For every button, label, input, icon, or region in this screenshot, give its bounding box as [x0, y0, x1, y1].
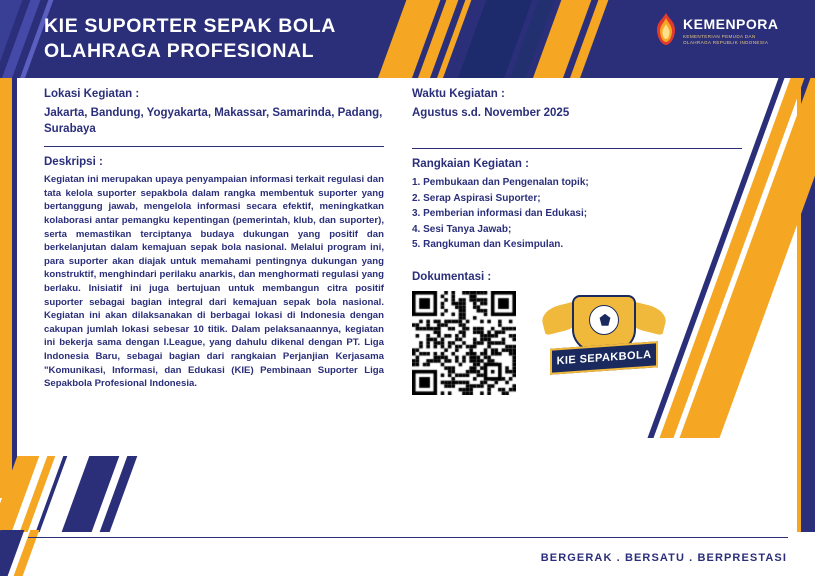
left-gold-bar [0, 78, 12, 498]
agenda-item: 5. Rangkuman dan Kesimpulan. [412, 239, 564, 251]
page-title-line1: KIE SUPORTER SEPAK BOLA [44, 15, 336, 37]
club-emblem [542, 291, 666, 387]
agenda-item: 4. Sesi Tanya Jawab; [412, 223, 512, 235]
logo-wordmark: KEMENPORA [683, 16, 779, 32]
agenda-list [412, 175, 742, 253]
time-value: Agustus s.d. November 2025 [412, 107, 570, 119]
description-body: Kegiatan ini merupakan upaya penyampaian informasi terkait regulasi dan tata kelola suporter sepakbola dalam rangka membentuk suporter yang bertanggung jawab, mengelola informasi secara efektif, meningkatkan kolaborasi antar pemangku kepentingan (pemerintah, klub, dan suporter), serta memastikan terciptanya budaya dukungan yang positif dan berkelanjutan dalam kemajuan sepak bola nasional. Melalui program ini, para suporter akan diajak untuk memahami pentingnya dukungan yang konstruktif, menghindari perilaku anarkis, dan menghormati regulasi yang berlaku. Inisiatif ini juga bertujuan untuk membangun citra positif suporter sebagai bagian integral dari kemajuan sepak bola nasional. Kegiatan ini akan dilaksanakan di berbagai lokasi di Indonesia dengan cakupan jumlah lokasi sebesar 10 titik. Dalam pelaksanaannya, kegiatan ini bekerja sama dengan I.League, yang dahulu dikenal dengan PT. Liga Indonesia Baru, sebagai bagian dari rangkaian Perjanjian Kerjasama "Komunikasi, Informasi, dan Edukasi (KIE) Pembinaan Suporter Liga Sepakbola Profesional Indonesia. [44, 174, 384, 390]
emblem-text: KIE SEPAKBOLA [556, 348, 652, 368]
divider-right-1 [412, 148, 742, 149]
flame-icon [653, 12, 679, 46]
agenda-item: 3. Pemberian informasi dan Edukasi; [412, 208, 588, 220]
left-column [44, 88, 384, 391]
footer-tagline: BERGERAK . BERSATU . BERPRESTASI [540, 552, 787, 564]
left-navy-bar [12, 78, 17, 498]
divider-left-1 [44, 146, 384, 147]
kemenpora-logo [647, 10, 797, 68]
documentation-label: Dokumentasi : [412, 270, 492, 283]
header-band [0, 0, 815, 78]
soccer-ball-icon [589, 305, 619, 335]
right-column [412, 88, 742, 395]
logo-subtitle: KEMENTERIAN PEMUDA DAN OLAHRAGA REPUBLIK INDONESIA [683, 34, 769, 46]
agenda-item: 1. Pembukaan dan Pengenalan topik; [412, 177, 589, 189]
footer-divider [28, 537, 788, 539]
page-title [44, 14, 464, 64]
emblem-ribbon [550, 341, 658, 375]
time-label: Waktu Kegiatan : [412, 88, 505, 100]
description-label: Deskripsi : [44, 156, 103, 169]
qr-code[interactable] [412, 291, 516, 395]
location-value: Jakarta, Bandung, Yogyakarta, Makassar, Samarinda, Padang, Surabaya [44, 107, 383, 135]
agenda-label: Rangkaian Kegiatan : [412, 158, 529, 171]
documentation-row [412, 291, 742, 395]
page-title-line2: OLAHRAGA PROFESIONAL [44, 40, 315, 62]
agenda-item: 2. Serap Aspirasi Suporter; [412, 192, 541, 204]
location-label: Lokasi Kegiatan : [44, 88, 140, 100]
